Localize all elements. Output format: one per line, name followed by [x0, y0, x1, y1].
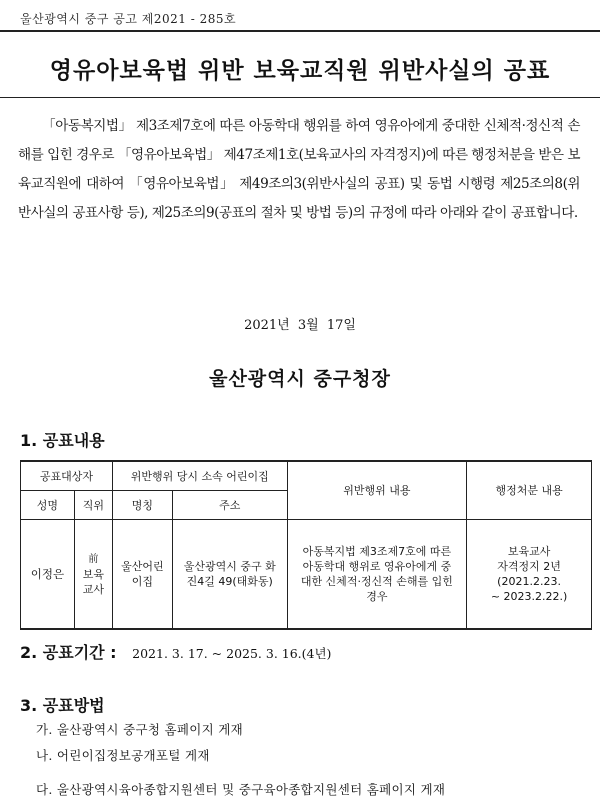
notice-date: 2021년 3월 17일: [244, 318, 356, 333]
cell-action-line1: 보육교사: [507, 545, 551, 558]
header-center-name: 명칭: [112, 491, 172, 520]
header-name: 성명: [21, 491, 75, 520]
header-violation: 위반행위 내용: [287, 461, 467, 520]
list-item: 다. 울산광역시육아종합지원센터 및 중구육아종합지원센터 홈페이지 게재: [36, 782, 446, 797]
cell-position-title: 보육교사: [82, 567, 104, 596]
cell-name: 이정은: [21, 520, 75, 630]
header-address: 주소: [172, 491, 287, 520]
cell-action: [467, 520, 592, 630]
cell-action-line3: (2021.2.23.: [497, 575, 561, 588]
notice-number: 울산광역시 중구 공고 제2021 - 285호: [20, 12, 237, 26]
section-1-heading: 1. 공표내용: [20, 431, 105, 450]
method-list: [36, 717, 445, 803]
cell-address: 울산광역시 중구 화진4길 49(태화동): [172, 520, 287, 630]
notice-paragraph: 「아동복지법」 제3조제7호에 따른 아동학대 행위를 하여 영유아에게 중대한 신체적·정신적 손해를 입힌 경우로 「영유아보육법」 제47조제1호(보육교사의 자격정지)에 따른 행정처분을 받은 보육교직원에 대하여 「영유아보육법」 제49조의3(위반사실의 공표) 및 동법 시행령 제25조의8(위반사실의 공표사항 등), 제25조의9(공표의 절차 및 방법 등)의 규정에 따라 아래와 같이 공표합니다.: [18, 118, 580, 221]
header-position: 직위: [74, 491, 112, 520]
header-center: 위반행위 당시 소속 어린이집: [112, 461, 287, 491]
header-target: 공표대상자: [21, 461, 113, 491]
section-3-heading: 3. 공표방법: [20, 696, 105, 715]
cell-action-line4: ~ 2023.2.22.): [490, 590, 568, 603]
cell-violation: 아동복지법 제3조제7호에 따른 아동학대 행위로 영유아에게 중대한 신체적·정신적 손해를 입힌 경우: [287, 520, 467, 630]
cell-center-name: [112, 520, 172, 630]
title-rule: [0, 97, 600, 98]
list-item: 가. 울산광역시 중구청 홈페이지 게재: [36, 722, 243, 737]
cell-action-line2: 자격정지 2년: [497, 560, 561, 573]
top-rule: [0, 30, 600, 32]
cell-position-prefix: 前: [88, 553, 99, 565]
cell-position: [74, 520, 112, 630]
disclosure-period: 2021. 3. 17. ~ 2025. 3. 16.(4년): [132, 646, 332, 661]
header-action: 행정처분 내용: [467, 461, 592, 520]
page-title: 영유아보육법 위반 보육교직원 위반사실의 공표: [49, 58, 551, 84]
section-2-title: 2. 공표기간 :: [20, 643, 117, 662]
disclosure-table: [20, 460, 592, 630]
issuing-authority: 울산광역시 중구청장: [209, 368, 391, 390]
cell-center-name-text: 울산어린이집: [121, 560, 164, 588]
section-2-heading: [20, 640, 331, 663]
list-item: 나. 어린이집정보공개포털 게재: [36, 748, 210, 763]
